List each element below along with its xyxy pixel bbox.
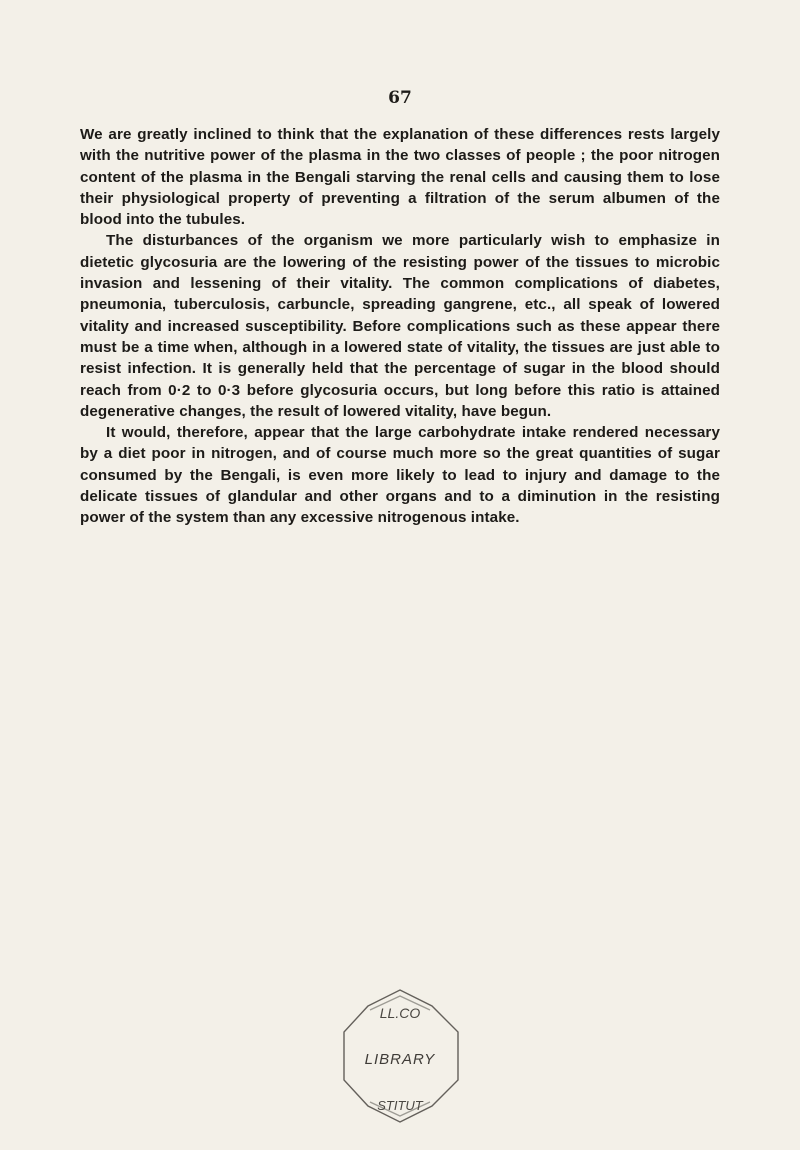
paragraph-3: It would, therefore, appear that the large carbohydrate intake rendered necessary by a diet poor in nitrogen, and of course much more so the great quantities of sugar consumed by the Bengali, is even more likely to lead to injury and damage to the delicate tissues of glandular and other organs and to a diminution in the resisting power of the system than any excessive nitrogenous intake. xyxy=(80,424,720,527)
library-stamp xyxy=(340,986,462,1126)
page-number: 67 xyxy=(388,88,412,108)
stamp-bottom-text: STITUT xyxy=(377,1098,423,1113)
stamp-top-text: LL.CO xyxy=(379,1005,421,1021)
stamp-middle-text: LIBRARY xyxy=(364,1051,436,1068)
body-text xyxy=(80,124,720,529)
paragraph-1: We are greatly inclined to think that the explanation of these differences rests largely with the nutritive power of the plasma in the two classes of people ; the poor nitrogen content of the plasma in the Bengali starving the renal cells and causing them to lose their physiological property of preventing a filtration of the serum albumen of the blood into the tubules. xyxy=(80,126,720,229)
paragraph-2: The disturbances of the organism we more particularly wish to emphasize in dietetic glycosuria are the lowering of the resisting power of the tissues to microbic invasion and lessening of their vitality. The common complications of diabetes, pneumonia, tuberculosis, carbuncle, spreading gangrene, etc., all speak of lowered vitality and increased susceptibility. Before complications such as these appear there must be a time when, although in a lowered state of vitality, the tissues are just able to resist infection. It is generally held that the percentage of sugar in the blood should reach from 0·2 to 0·3 before glycosuria occurs, but long before this ratio is attained degenerative changes, the result of lowered vitality, have begun. xyxy=(80,232,720,420)
